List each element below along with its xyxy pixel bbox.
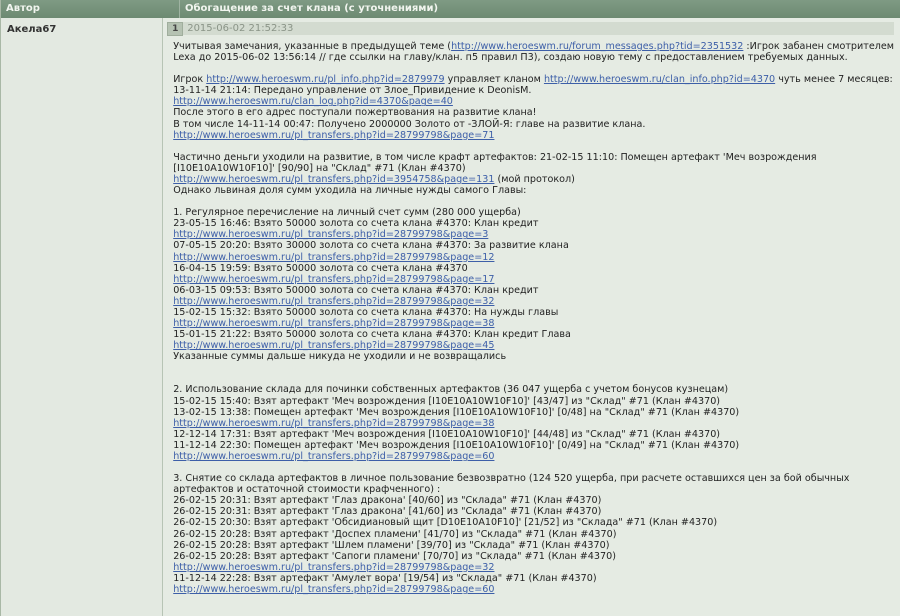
post-link[interactable]: http://www.heroeswm.ru/pl_transfers.php?id=28799798&page=38 <box>173 318 495 330</box>
post-text: 26-02-15 20:28: Взят артефакт 'Шлем пламени' [39/70] из "Склада" #71 (Клан #4370) <box>173 539 610 551</box>
post-link[interactable]: http://www.heroeswm.ru/pl_info.php?id=2879979 <box>206 74 445 86</box>
post-line <box>173 41 894 52</box>
post-text: 12-12-14 17:31: Взят артефакт 'Меч возрождения [I10E10A10W10F10]' [44/48] из "Склад" #71 (Клан #4370) <box>173 428 721 440</box>
topic-title: Обогащение за счет клана (с уточнениями) <box>185 3 439 14</box>
post-text: Учитывая замечания, указанные в предыдущей теме ( <box>173 41 452 52</box>
post-line <box>173 174 894 185</box>
post-number[interactable]: 1 <box>167 22 183 36</box>
post-link[interactable]: http://www.heroeswm.ru/clan_info.php?id=4370 <box>543 74 776 86</box>
author-column-header: Автор <box>1 0 180 18</box>
post-text: Частично деньги уходили на развитие, в том числе крафт артефактов: 21-02-15 11:10: Помещен артефакт 'Меч возрождения <box>173 151 817 163</box>
post-line <box>173 296 894 307</box>
post-text: 13-02-15 13:38: Помещен артефакт 'Меч возрождения [I10E10A10W10F10]' [0/48] на "Склад" #71 (Клан #4370) <box>173 406 740 418</box>
post-line <box>173 495 894 506</box>
post-text: Указанные суммы дальше никуда не уходили и не возвращались <box>173 351 507 363</box>
post-text: 11-12-14 22:30: Помещен артефакт 'Меч возрождения [I10E10A10W10F10]' [0/49] на "Склад" #71 (Клан #4370) <box>173 439 740 451</box>
post-text: 1. Регулярное перечисление на личный счет сумм (280 000 ущерба) <box>173 207 521 219</box>
post-line <box>173 130 894 141</box>
post-line <box>173 451 894 462</box>
post-link[interactable]: http://www.heroeswm.ru/pl_transfers.php?id=3954758&page=131 <box>173 173 495 185</box>
post-line <box>173 396 894 407</box>
post-text: Lexa до 2015-06-02 13:56:14 // где ссылки на главу/клан. п5 правил П3), создаю новую тему с предоставлением требуемых данных. <box>173 52 848 64</box>
post-line <box>173 107 894 118</box>
post-text: 23-05-15 16:46: Взято 50000 золота со счета клана #4370: Клан кредит <box>173 218 539 230</box>
post-link[interactable]: http://www.heroeswm.ru/pl_transfers.php?id=28799798&page=45 <box>173 340 495 352</box>
post-line <box>173 74 894 85</box>
post-link[interactable]: http://www.heroeswm.ru/pl_transfers.php?id=28799798&page=12 <box>173 251 495 263</box>
post-line <box>173 407 894 418</box>
post-text: :Игрок забанен смотрителем <box>743 41 894 52</box>
post-line <box>173 285 894 296</box>
post-line <box>173 351 894 362</box>
post-text: 15-02-15 15:32: Взято 50000 золота со счета клана #4370: На нужды главы <box>173 306 559 318</box>
post-text: 26-02-15 20:31: Взят артефакт 'Глаз дракона' [40/60] из "Склада" #71 (Клан #4370) <box>173 495 602 507</box>
post-text: 26-02-15 20:31: Взят артефакт 'Глаз дракона' [41/60] из "Склада" #71 (Клан #4370) <box>173 506 602 518</box>
post-text: 26-02-15 20:30: Взят артефакт 'Обсидиановый щит [D10E10A10F10]' [21/52] из "Склада" #71 (Клан #4370) <box>173 517 718 529</box>
post-text: После этого в его адрес поступали пожертвования на развитие клана! <box>173 107 537 119</box>
blank-line <box>173 462 894 473</box>
post-line <box>173 229 894 240</box>
post-line <box>173 473 894 484</box>
post-link[interactable]: http://www.heroeswm.ru/pl_transfers.php?id=28799798&page=32 <box>173 561 495 573</box>
post-line <box>173 252 894 263</box>
post-link[interactable]: http://www.heroeswm.ru/forum_messages.php?tid=2351532 <box>451 41 744 52</box>
post-text: [I10E10A10W10F10]' [90/90] на "Склад" #71 (Клан #4370) <box>173 162 466 174</box>
post-text: артефактов и остаточной стоимости крафченного) : <box>173 484 441 496</box>
post-meta <box>167 22 894 35</box>
post-line <box>173 263 894 274</box>
author-cell <box>1 18 163 616</box>
post-text: 11-12-14 22:28: Взят артефакт 'Амулет вора' [19/54] из "Склада" #71 (Клан #4370) <box>173 572 597 584</box>
post-text: (мой протокол) <box>494 173 575 185</box>
post-link[interactable]: http://www.heroeswm.ru/pl_transfers.php?id=28799798&page=3 <box>173 229 489 241</box>
post-text: В том числе 14-11-14 00:47: Получено 2000000 Золото от -ЗЛОЙ-Я: главе на развитие клана. <box>173 118 646 130</box>
post-line <box>173 318 894 329</box>
blank-line <box>173 141 894 152</box>
post-line <box>173 307 894 318</box>
post-text: 3. Снятие со склада артефактов в личное пользование безвозвратно (124 520 ущерба, при расчете оставшихся цен за бой обычных <box>173 473 850 485</box>
post-text: 26-02-15 20:28: Взят артефакт 'Сапоги пламени' [70/70] из "Склада" #71 (Клан #4370) <box>173 550 616 562</box>
post-date: 2015-06-02 21:52:33 <box>187 23 294 34</box>
post-text: 15-01-15 21:22: Взято 50000 золота со счета клана #4370: Клан кредит Глава <box>173 329 571 341</box>
blank-line <box>173 63 894 74</box>
post-line <box>173 529 894 540</box>
author-name[interactable]: Акела67 <box>7 24 57 35</box>
post-text: управляет кланом <box>444 74 544 86</box>
post-line <box>173 52 894 63</box>
post-line <box>173 85 894 96</box>
post-text: 16-04-15 19:59: Взято 50000 золота со счета клана #4370 <box>173 262 468 274</box>
post-text: Игрок <box>173 74 207 86</box>
post-link[interactable]: http://www.heroeswm.ru/pl_transfers.php?id=28799798&page=71 <box>173 129 495 141</box>
post-line <box>173 185 894 196</box>
post-cell <box>163 18 900 616</box>
post-link[interactable]: http://www.heroeswm.ru/pl_transfers.php?id=28799798&page=60 <box>173 451 495 462</box>
post-line <box>173 207 894 218</box>
post-text: 26-02-15 20:28: Взят артефакт 'Доспех пламени' [41/70] из "Склада" #71 (Клан #4370) <box>173 528 617 540</box>
post-line <box>173 540 894 551</box>
post-line <box>173 340 894 351</box>
post-line <box>173 329 894 340</box>
table-header <box>1 0 900 18</box>
post-line <box>173 506 894 517</box>
post-link[interactable]: http://www.heroeswm.ru/pl_transfers.php?id=28799798&page=38 <box>173 417 495 429</box>
post-body <box>167 41 894 595</box>
post-line <box>173 584 894 595</box>
post-link[interactable]: http://www.heroeswm.ru/pl_transfers.php?id=28799798&page=32 <box>173 295 495 307</box>
post-line <box>173 429 894 440</box>
blank-line <box>173 362 894 373</box>
post-line <box>173 573 894 584</box>
post-text: 15-02-15 15:40: Взят артефакт 'Меч возрождения [I10E10A10W10F10]' [43/47] из "Склад" #71 (Клан #4370) <box>173 395 721 407</box>
post-line <box>173 562 894 573</box>
post-text: 13-11-14 21:14: Передано управление от Злое_Привидение к DeonisM. <box>173 85 532 97</box>
post-link[interactable]: http://www.heroeswm.ru/clan_log.php?id=4370&page=40 <box>173 96 453 108</box>
post-text: 06-03-15 09:53: Взято 50000 золота со счета клана #4370: Клан кредит <box>173 284 539 296</box>
post-line <box>173 274 894 285</box>
blank-line <box>173 196 894 207</box>
post-row <box>1 18 900 616</box>
post-text: 2. Использование склада для починки собственных артефактов (36 047 ущерба с учетом бонусов кузнецам) <box>173 384 729 396</box>
post-line <box>173 119 894 130</box>
post-line <box>173 163 894 174</box>
post-line <box>173 218 894 229</box>
post-line <box>173 96 894 107</box>
post-line <box>173 484 894 495</box>
post-line <box>173 240 894 251</box>
post-line <box>173 152 894 163</box>
post-text: чуть менее 7 месяцев: <box>775 74 893 86</box>
post-link[interactable]: http://www.heroeswm.ru/pl_transfers.php?id=28799798&page=60 <box>173 584 495 596</box>
blank-line <box>173 373 894 384</box>
post-line <box>173 517 894 528</box>
post-line <box>173 440 894 451</box>
post-line <box>173 384 894 395</box>
post-text: 07-05-15 20:20: Взято 30000 золота со счета клана #4370: За развитие клана <box>173 240 569 252</box>
post-line <box>173 418 894 429</box>
post-line <box>173 551 894 562</box>
post-link[interactable]: http://www.heroeswm.ru/pl_transfers.php?id=28799798&page=17 <box>173 273 495 285</box>
post-text: Однако львиная доля сумм уходила на личные нужды самого Главы: <box>173 185 527 197</box>
